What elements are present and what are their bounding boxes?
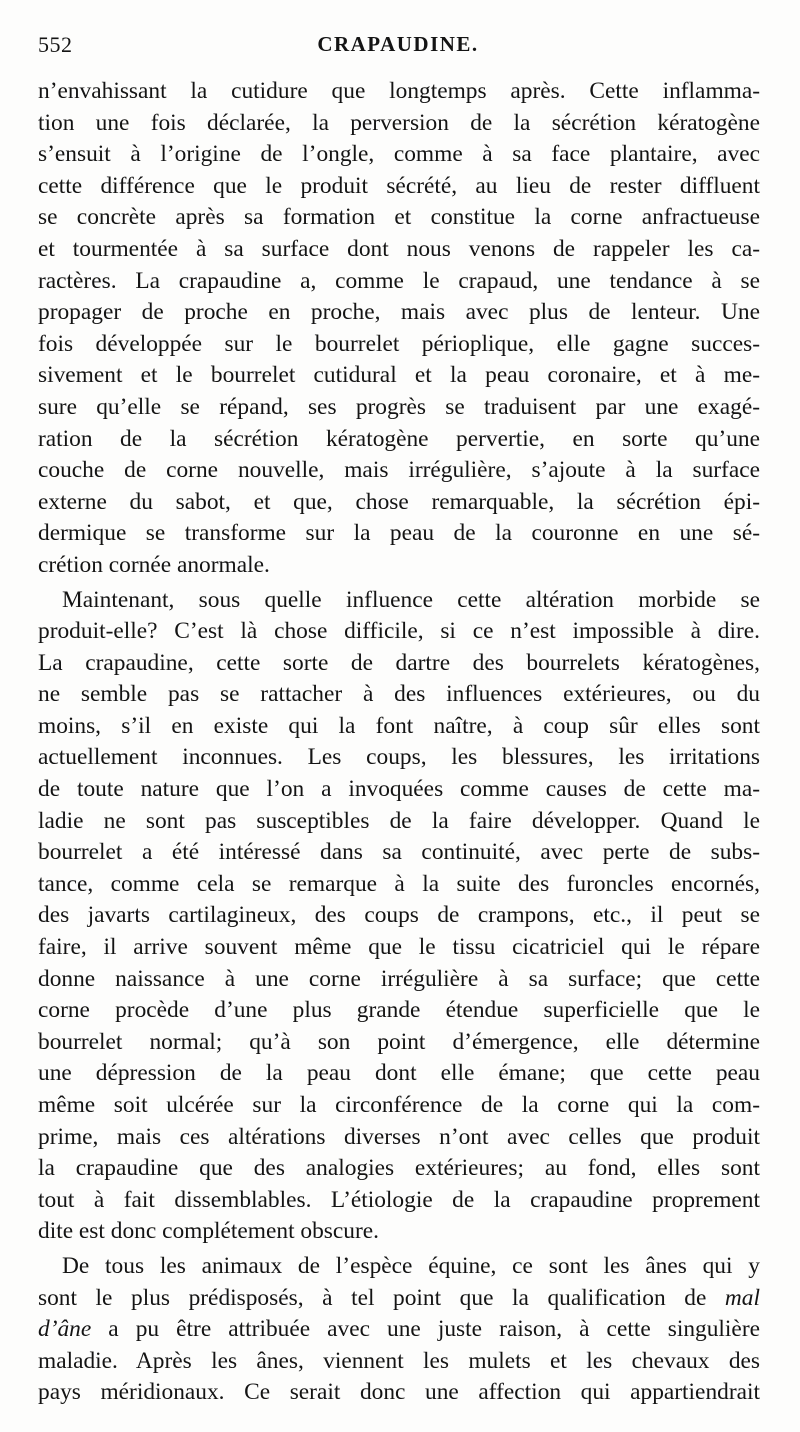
text-line: des javarts cartilagineux, des coups de crampons, etc., il peut se bbox=[38, 902, 760, 929]
text-line: crétion cornée anormale. bbox=[38, 551, 270, 578]
text-line: produit-elle? C’est là chose difficile, si ce n’est impossible à dire. bbox=[38, 618, 760, 645]
text-line: maladie. Après les ânes, viennent les mulets et les chevaux des bbox=[38, 1347, 760, 1374]
text-line: moins, s’il en existe qui la font naître, à coup sûr elles sont bbox=[38, 712, 760, 739]
text-line: sure qu’elle se répand, ses progrès se traduisent par une exagé- bbox=[38, 393, 760, 420]
text-line: cette différence que le produit sécrété, au lieu de rester diffluent bbox=[38, 172, 760, 199]
text-line: propager de proche en proche, mais avec plus de lenteur. Une bbox=[38, 299, 760, 326]
text-line: de toute nature que l’on a invoquées comme causes de cette ma- bbox=[38, 776, 760, 803]
text-line: donne naissance à une corne irrégulière à sa surface; que cette bbox=[38, 965, 760, 992]
text-line: bourrelet a été intéressé dans sa continuité, avec perte de subs- bbox=[38, 839, 760, 866]
text-line: Maintenant, sous quelle influence cette altération morbide se bbox=[62, 586, 760, 613]
text-line: dermique se transforme sur la peau de la couronne en une sé- bbox=[38, 520, 760, 547]
text-line: tance, comme cela se remarque à la suite des furoncles encornés, bbox=[38, 870, 760, 897]
text-line: tion une fois déclarée, la perversion de la sécrétion kératogène bbox=[38, 109, 760, 136]
text-line: s’ensuit à l’origine de l’ongle, comme à sa face plantaire, avec bbox=[38, 141, 760, 168]
text-line: se concrète après sa formation et constitue la corne anfractueuse bbox=[38, 204, 760, 231]
text-line: actuellement inconnues. Les coups, les blessures, les irritations bbox=[38, 744, 760, 771]
italic-term: d’âne bbox=[38, 1316, 92, 1343]
text-line: ractères. La crapaudine a, comme le crapaud, une tendance à se bbox=[38, 267, 760, 294]
text-line: sont le plus prédisposés, à tel point que la qualification de mal bbox=[38, 1284, 760, 1311]
paragraph bbox=[38, 1251, 760, 1409]
italic-term: mal bbox=[724, 1284, 760, 1311]
text-line: une dépression de la peau dont elle émane; que cette peau bbox=[38, 1060, 760, 1087]
text-line: faire, il arrive souvent même que le tissu cicatriciel qui le répare bbox=[38, 934, 760, 961]
text-line: La crapaudine, cette sorte de dartre des bourrelets kératogènes, bbox=[38, 649, 760, 676]
text-line: bourrelet normal; qu’à son point d’émergence, elle détermine bbox=[38, 1028, 760, 1055]
text-line: et tourmentée à sa surface dont nous venons de rappeler les ca- bbox=[38, 235, 760, 262]
text-line: fois développée sur le bourrelet périoplique, elle gagne succes- bbox=[38, 330, 760, 357]
text-line: ladie ne sont pas susceptibles de la faire développer. Quand le bbox=[38, 807, 760, 834]
text-line: prime, mais ces altérations diverses n’ont avec celles que produit bbox=[38, 1123, 760, 1150]
text-line: ne semble pas se rattacher à des influences extérieures, ou du bbox=[38, 681, 760, 708]
text-line: couche de corne nouvelle, mais irrégulière, s’ajoute à la surface bbox=[38, 457, 760, 484]
page-number: 552 bbox=[38, 32, 73, 57]
text-line: dite est donc complétement obscure. bbox=[38, 1218, 380, 1245]
running-title: CRAPAUDINE. bbox=[317, 32, 479, 56]
text-line: la crapaudine que des analogies extérieures; au fond, elles sont bbox=[38, 1155, 760, 1182]
text-line: externe du sabot, et que, chose remarquable, la sécrétion épi- bbox=[38, 488, 760, 515]
text-line: n’envahissant la cutidure que longtemps après. Cette inflamma- bbox=[38, 78, 760, 104]
text-line: même soit ulcérée sur la circonférence de la corne qui la com- bbox=[38, 1092, 760, 1118]
page-header bbox=[38, 32, 758, 62]
text-line: d’âne a pu être attribuée avec une juste raison, à cette singulière bbox=[38, 1316, 760, 1343]
paragraph bbox=[38, 585, 760, 1248]
body-text bbox=[38, 76, 760, 1409]
text-line: corne procède d’une plus grande étendue superficielle que le bbox=[38, 997, 760, 1024]
text-line: pays méridionaux. Ce serait donc une affection qui appartiendrait bbox=[38, 1379, 760, 1406]
text-line: sivement et le bourrelet cutidural et la peau coronaire, et à me- bbox=[38, 362, 760, 389]
text-line: ration de la sécrétion kératogène pervertie, en sorte qu’une bbox=[38, 425, 760, 452]
text-line: tout à fait dissemblables. L’étiologie de la crapaudine proprement bbox=[38, 1186, 760, 1213]
text-line: De tous les animaux de l’espèce équine, ce sont les ânes qui y bbox=[62, 1252, 760, 1279]
paragraph bbox=[38, 76, 760, 582]
